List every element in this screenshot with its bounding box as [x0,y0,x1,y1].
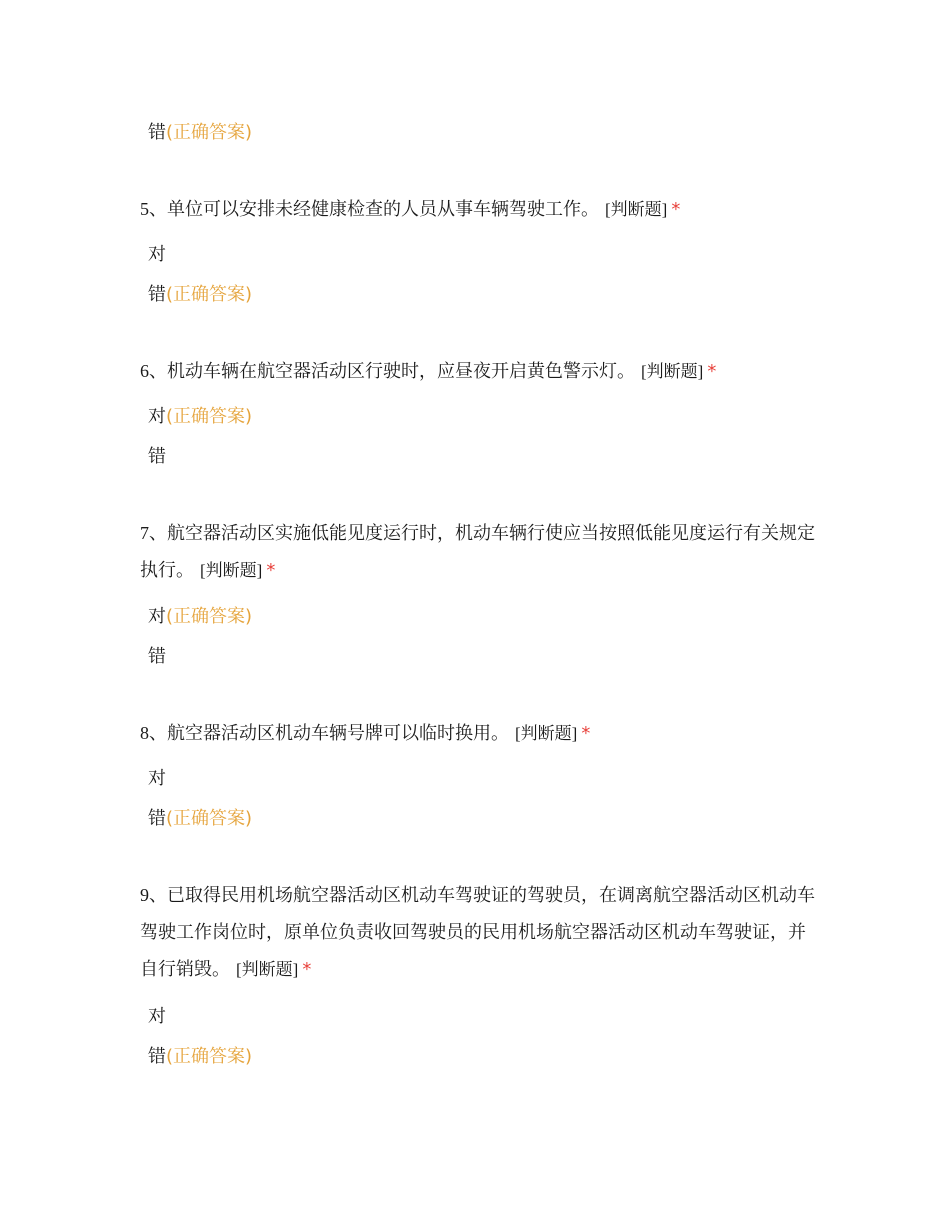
question-9 [140,877,820,988]
question-type-tag: [判断题] [605,200,668,219]
question-8-option-false [148,806,252,832]
option-label: 错 [148,284,166,305]
question-text: 航空器活动区机动车辆号牌可以临时换用。 [167,723,509,744]
question-number: 6、 [140,361,167,381]
option-label: 对 [148,768,166,789]
option-label: 对 [148,606,166,627]
question-6 [140,353,820,390]
option-label: 错 [148,1046,166,1067]
option-label: 错 [148,808,166,829]
question-type-tag: [判断题] [236,960,299,979]
correct-answer-marker: (正确答案) [166,606,253,627]
required-asterisk: * [266,560,276,581]
question-8 [140,715,820,752]
question-type-tag: [判断题] [515,724,578,743]
question-text: 机动车辆在航空器活动区行驶时，应昼夜开启黄色警示灯。 [167,361,635,382]
question-7-option-true [148,604,252,630]
correct-answer-marker: (正确答案) [166,122,253,143]
question-8-option-true [148,766,166,792]
question-number: 9、 [140,885,167,905]
question-7-option-false [148,644,166,670]
question-5-option-false [148,282,252,308]
required-asterisk: * [581,723,591,744]
required-asterisk: * [707,361,717,382]
question-9-option-true [148,1004,166,1030]
question-6-option-true [148,404,252,430]
option-label: 错 [148,122,166,143]
question-text: 航空器活动区实施低能见度运行时，机动车辆行使应当按照低能见度运行有关规定执行。 [140,523,815,581]
correct-answer-marker: (正确答案) [166,1046,253,1067]
option-label: 对 [148,244,166,265]
question-text: 已取得民用机场航空器活动区机动车驾驶证的驾驶员，在调离航空器活动区机动车驾驶工作岗位时，原单位负责收回驾驶员的民用机场航空器活动区机动车驾驶证，并自行销毁。 [140,885,815,980]
required-asterisk: * [302,959,312,980]
option-label: 对 [148,1006,166,1027]
correct-answer-marker: (正确答案) [166,284,253,305]
question-7 [140,515,820,589]
previous-question-option [148,120,252,146]
question-type-tag: [判断题] [641,362,704,381]
question-6-option-false [148,444,166,470]
option-label: 错 [148,646,166,667]
question-number: 8、 [140,723,167,743]
question-number: 5、 [140,199,167,219]
question-text: 单位可以安排未经健康检查的人员从事车辆驾驶工作。 [167,199,599,220]
question-9-option-false [148,1044,252,1070]
question-5-option-true [148,242,166,268]
option-label: 对 [148,406,166,427]
correct-answer-marker: (正确答案) [166,808,253,829]
option-label: 错 [148,446,166,467]
correct-answer-marker: (正确答案) [166,406,253,427]
question-number: 7、 [140,523,167,543]
question-5 [140,191,820,228]
required-asterisk: * [671,199,681,220]
question-type-tag: [判断题] [200,561,263,580]
